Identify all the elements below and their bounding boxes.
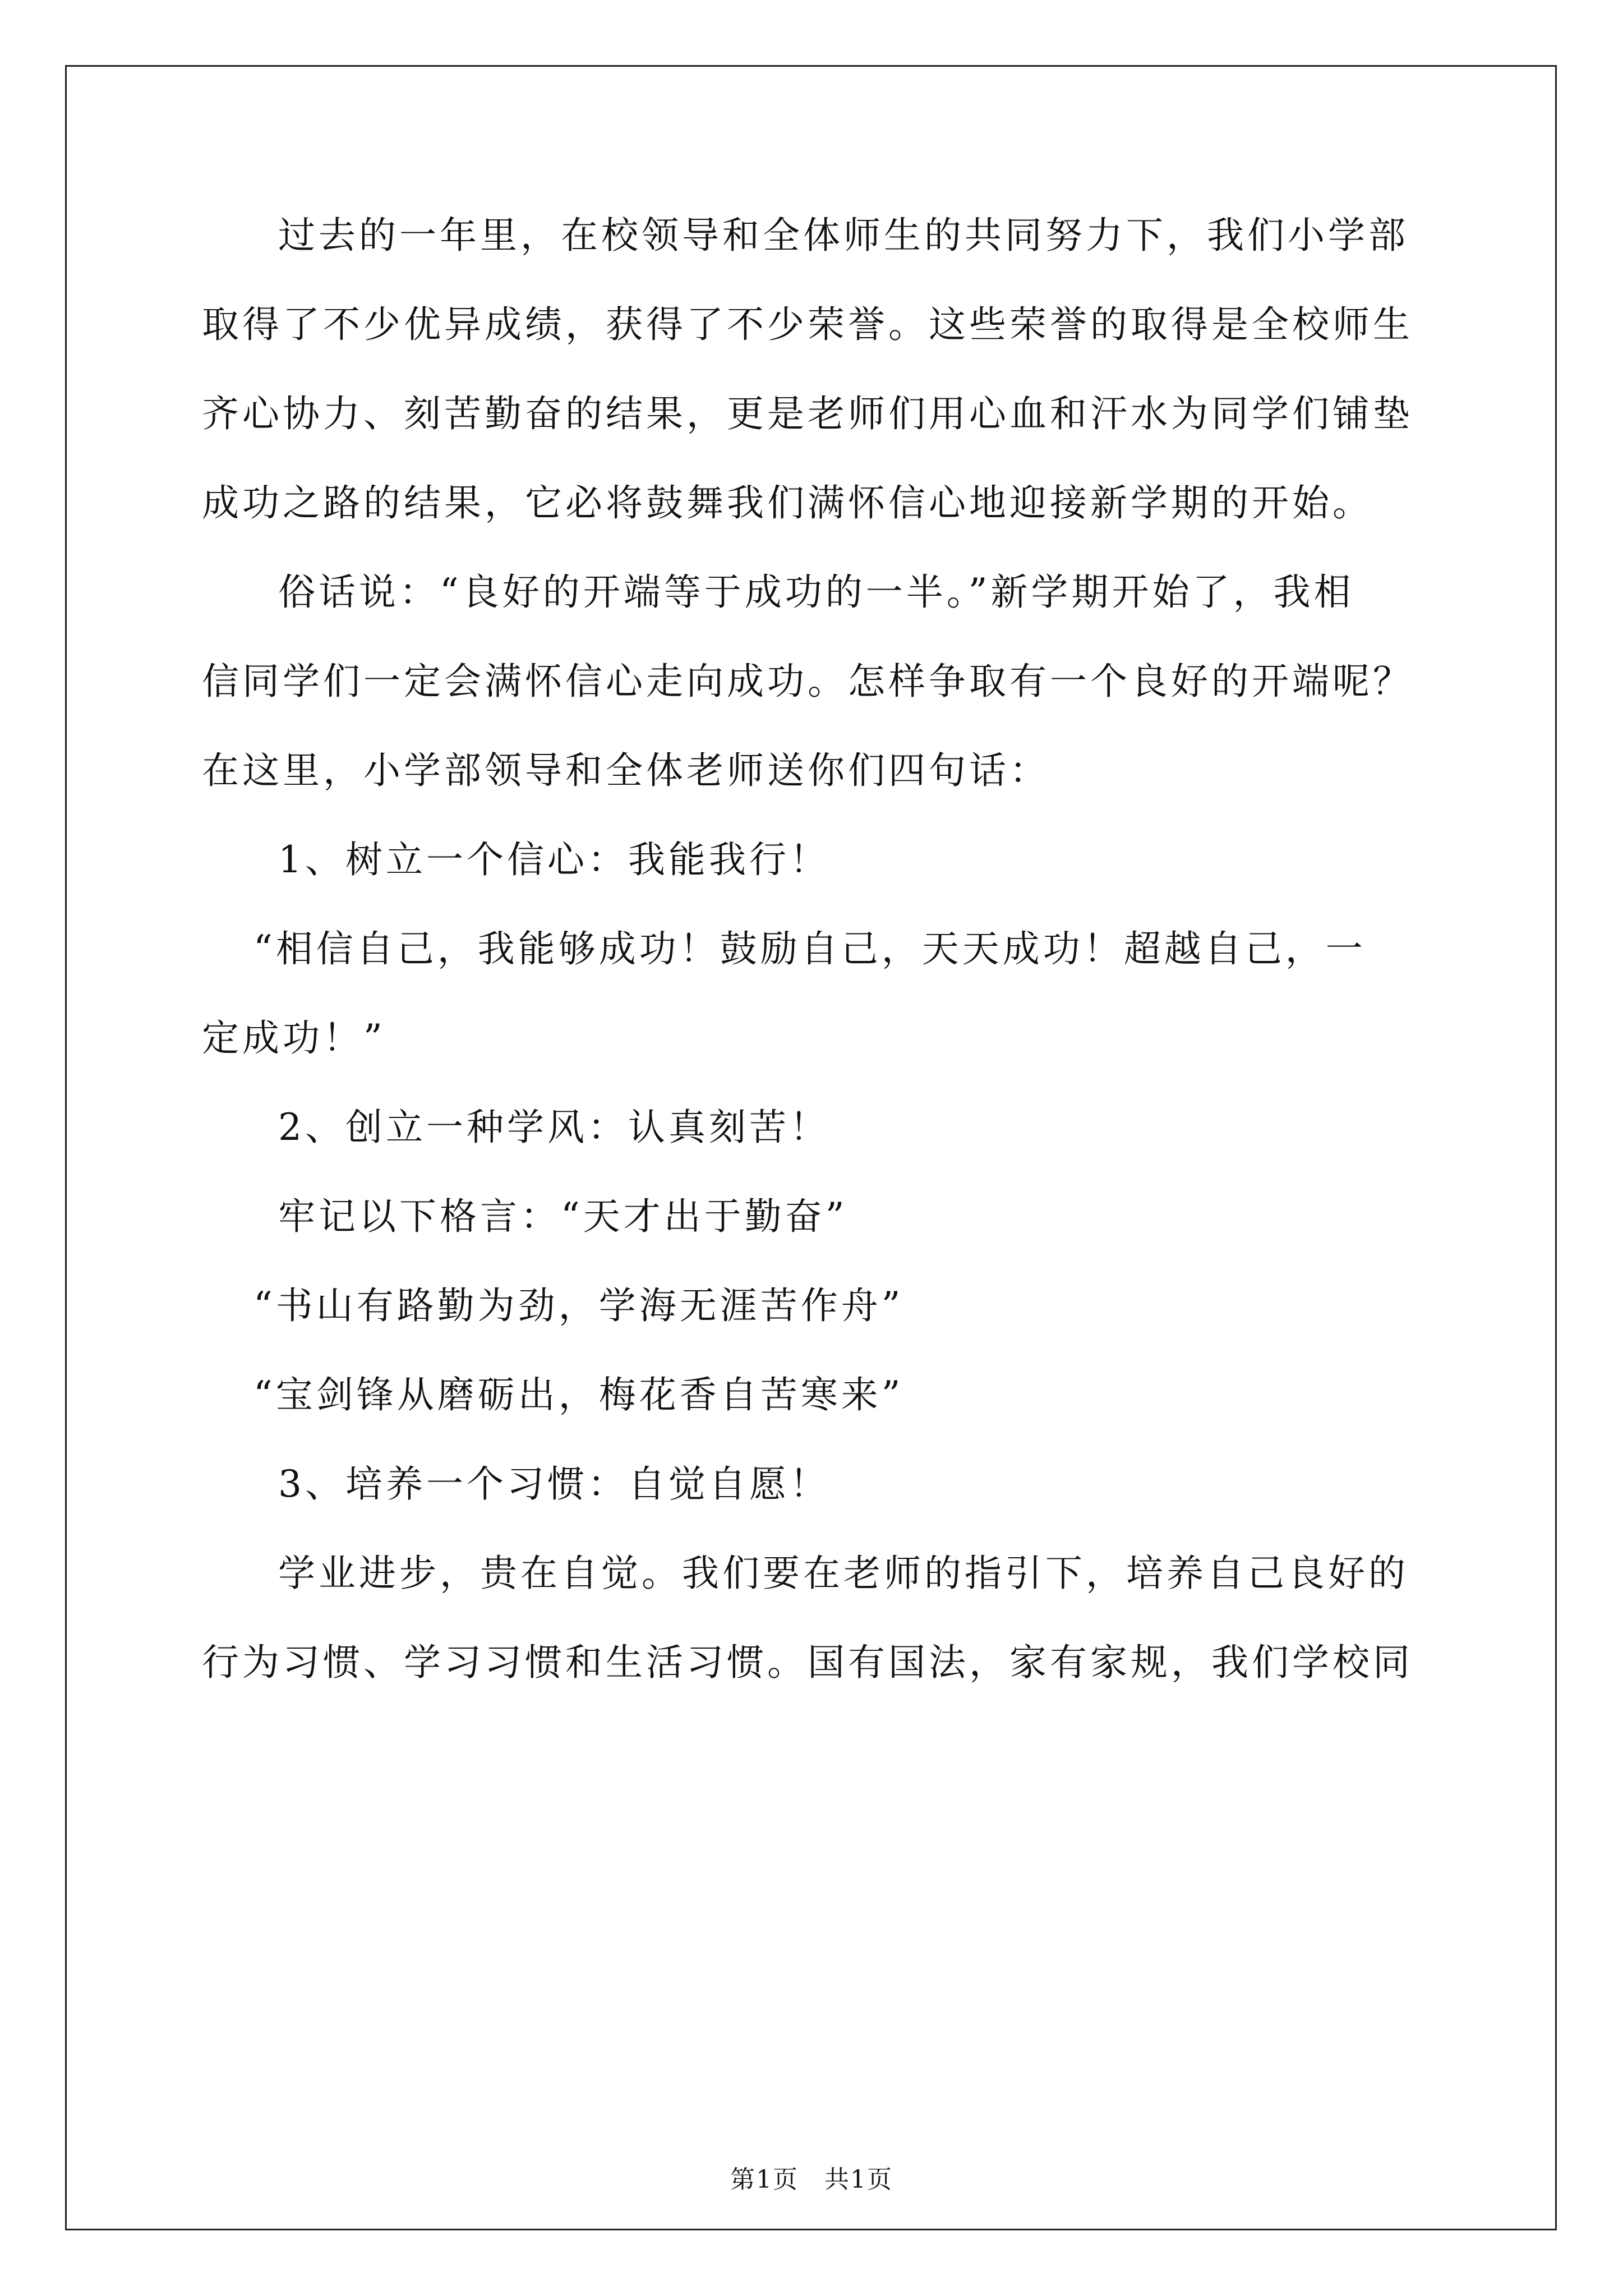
- text-line: 牢记以下格言：“天才出于勤奋”: [278, 1195, 848, 1238]
- list-heading-3: 3、培养一个习惯：自觉自愿！: [278, 1462, 830, 1506]
- text-line: 俗话说：“良好的开端等于成功的一半。”新学期开始了，我相: [278, 570, 1354, 614]
- text-line: “相信自己，我能够成功！鼓励自己，天天成功！超越自己，一: [253, 927, 1366, 970]
- text-line: 学业进步，贵在自觉。我们要在老师的指引下，培养自己良好的: [278, 1552, 1409, 1595]
- text-line: 过去的一年里，在校领导和全体师生的共同努力下，我们小学部: [278, 214, 1409, 257]
- quote-line: “书山有路勤为劲，学海无涯苦作舟”: [253, 1284, 904, 1327]
- text-line: 在这里，小学部领导和全体老师送你们四句话：: [202, 749, 1050, 792]
- quote-line: “宝剑锋从磨砺出，梅花香自苦寒来”: [253, 1373, 904, 1416]
- text-line: 行为习惯、学习习惯和生活习惯。国有国法，家有家规，我们学校同: [202, 1641, 1413, 1684]
- text-line: 定成功！”: [202, 1016, 386, 1060]
- text-line: 齐心协力、刻苦勤奋的结果，更是老师们用心血和汗水为同学们铺垫: [202, 392, 1413, 435]
- text-line: 信同学们一定会满怀信心走向成功。怎样争取有一个良好的开端呢？: [202, 660, 1413, 703]
- page-footer: 第1页 共1页: [730, 2165, 893, 2194]
- text-line: 取得了不少优异成绩，获得了不少荣誉。这些荣誉的取得是全校师生: [202, 303, 1413, 346]
- text-line: 成功之路的结果，它必将鼓舞我们满怀信心地迎接新学期的开始。: [202, 481, 1373, 524]
- list-heading-2: 2、创立一种学风：认真刻苦！: [278, 1106, 830, 1149]
- list-heading-1: 1、树立一个信心：我能我行！: [278, 838, 830, 881]
